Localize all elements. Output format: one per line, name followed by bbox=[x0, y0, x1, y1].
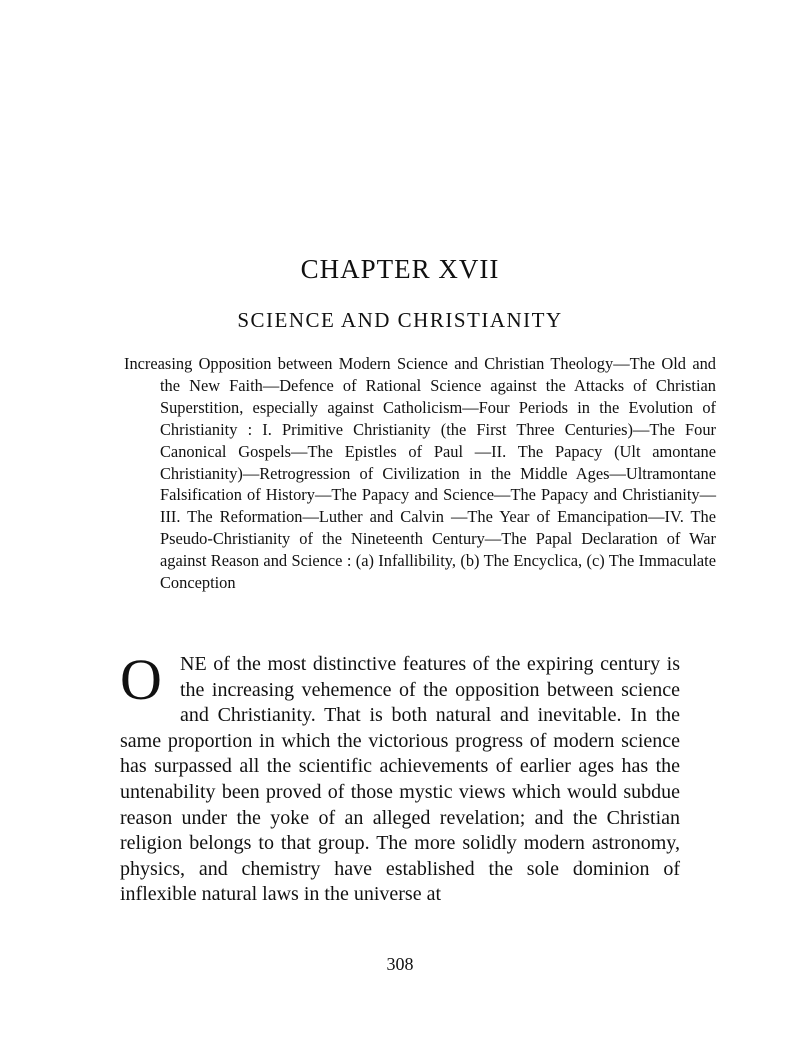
body-paragraph bbox=[120, 647, 680, 908]
drop-cap: O bbox=[120, 647, 162, 712]
drop-cap-container bbox=[120, 647, 176, 712]
chapter-title: SCIENCE AND CHRISTIANITY bbox=[237, 308, 563, 332]
chapter-summary: Increasing Opposition between Modern Science and Christian Theology—The Old and the New Faith—Defence of Rational Science against the Attacks of Christian Superstition, especially against Catholicism—Four Periods in the Evolution of Christianity : I. Primitive Christianity (the First Three Centuries)—The Four Canonical Gospels—The Epistles of Paul —II. The Papacy (Ult amontane Christianity)—Retrogression of Civilization in the Middle Ages—Ultramontane Falsification of History—The Papacy and Science—The Papacy and Christianity—III. The Reformation—Luther and Calvin —The Year of Emancipation—IV. The Pseudo-Christianity of the Nineteenth Century—The Papal Declaration of War against Reason and Science : (a) Infallibility, (b) The Encyclica, (c) The Immaculate Conception bbox=[124, 354, 716, 593]
body-text: NE of the most distinctive features of the expiring century is the increasing vehemence of the opposition between science and Christianity. That is both natural and inevitable. In the same proportion in which the victorious progress of modern science has surpassed all the scientific achievements of earlier ages has the untenability been proved of those mystic views which would subdue reason under the yoke of an alleged revelation; and the Christian religion belongs to that group. The more solidly modern astronomy, physics, and chemistry have established the sole dominion of inflexible natural laws in the universe at bbox=[120, 653, 680, 906]
chapter-number: CHAPTER XVII bbox=[300, 254, 500, 284]
page-number: 308 bbox=[386, 954, 414, 974]
